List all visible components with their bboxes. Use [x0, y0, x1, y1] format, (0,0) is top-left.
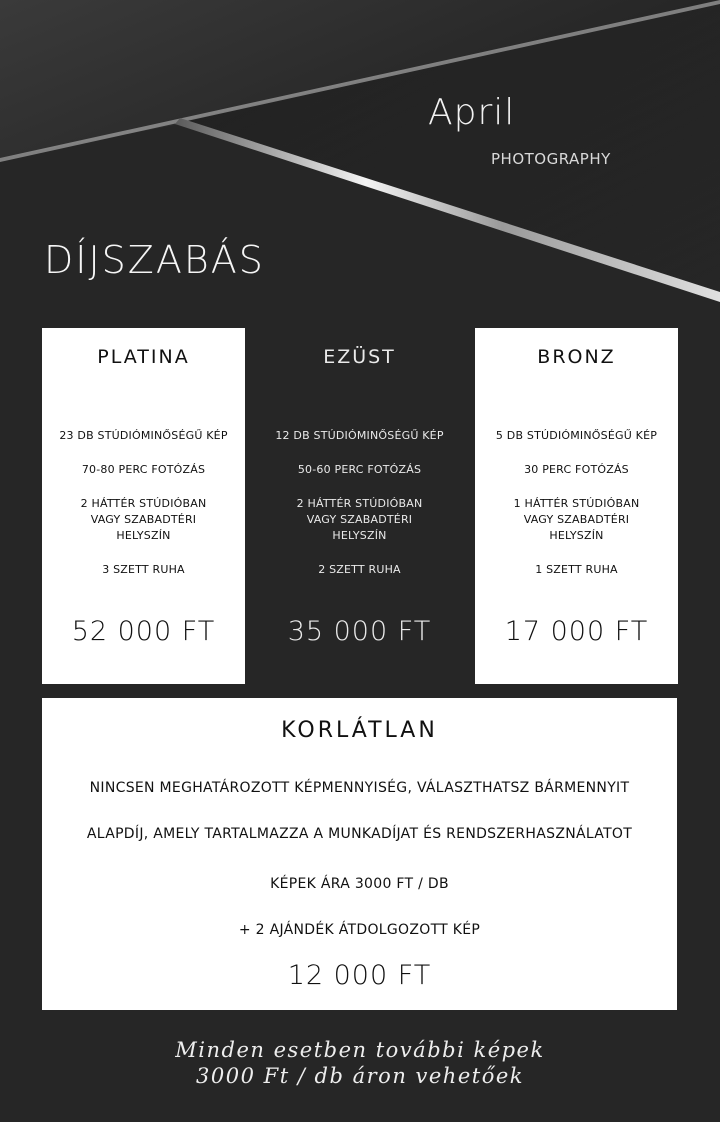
package-name: BRONZ: [537, 346, 616, 368]
brand-name: April: [428, 92, 516, 133]
package-price: 12 000 FT: [287, 960, 432, 991]
footer-line-1: Minden esetben további képek: [175, 1038, 545, 1062]
package-card-bronz: [475, 328, 678, 684]
package-feature: 2 HÁTTÉR STÚDIÓBAN VAGY SZABADTÉRI HELYSZÍN: [80, 497, 207, 542]
brand-subtitle: PHOTOGRAPHY: [491, 150, 611, 168]
package-card-ezust: [258, 328, 461, 684]
package-features: [42, 428, 245, 596]
package-feature: NINCSEN MEGHATÁROZOTT KÉPMENNYISÉG, VÁLASZTHATSZ BÁRMENNYIT: [89, 780, 630, 796]
package-feature: + 2 AJÁNDÉK ÁTDOLGOZOTT KÉP: [238, 922, 481, 938]
package-feature: 1 HÁTTÉR STÚDIÓBAN VAGY SZABADTÉRI HELYSZÍN: [513, 497, 640, 542]
footer-line-2: 3000 Ft / db áron vehetőek: [196, 1064, 524, 1088]
package-feature: 50-60 PERC FOTÓZÁS: [297, 463, 422, 476]
package-feature: 23 DB STÚDIÓMINŐSÉGŰ KÉP: [59, 429, 228, 442]
package-name: KORLÁTLAN: [281, 718, 438, 743]
package-feature: 5 DB STÚDIÓMINŐSÉGŰ KÉP: [495, 429, 658, 442]
page-title: DÍJSZABÁS: [44, 238, 265, 282]
package-feature: 2 SZETT RUHA: [318, 563, 401, 576]
package-name: EZÜST: [323, 346, 396, 368]
package-card-korlatlan: [42, 698, 677, 1010]
package-feature: 70-80 PERC FOTÓZÁS: [81, 463, 206, 476]
package-feature: 2 HÁTTÉR STÚDIÓBAN VAGY SZABADTÉRI HELYSZÍN: [296, 497, 423, 542]
package-feature: KÉPEK ÁRA 3000 FT / DB: [270, 876, 449, 892]
package-price: 52 000 FT: [71, 616, 216, 647]
package-feature: 3 SZETT RUHA: [102, 563, 185, 576]
package-feature: ALAPDÍJ, AMELY TARTALMAZZA A MUNKADÍJAT ÉS RENDSZERHASZNÁLATOT: [86, 826, 633, 842]
package-feature: 1 SZETT RUHA: [535, 563, 618, 576]
package-price: 17 000 FT: [504, 616, 649, 647]
package-feature: 12 DB STÚDIÓMINŐSÉGŰ KÉP: [275, 429, 444, 442]
package-features: [475, 428, 678, 596]
package-name: PLATINA: [97, 346, 190, 368]
package-price: 35 000 FT: [287, 616, 432, 647]
package-feature: 30 PERC FOTÓZÁS: [524, 463, 629, 476]
package-features: [258, 428, 461, 596]
package-card-platina: [42, 328, 245, 684]
